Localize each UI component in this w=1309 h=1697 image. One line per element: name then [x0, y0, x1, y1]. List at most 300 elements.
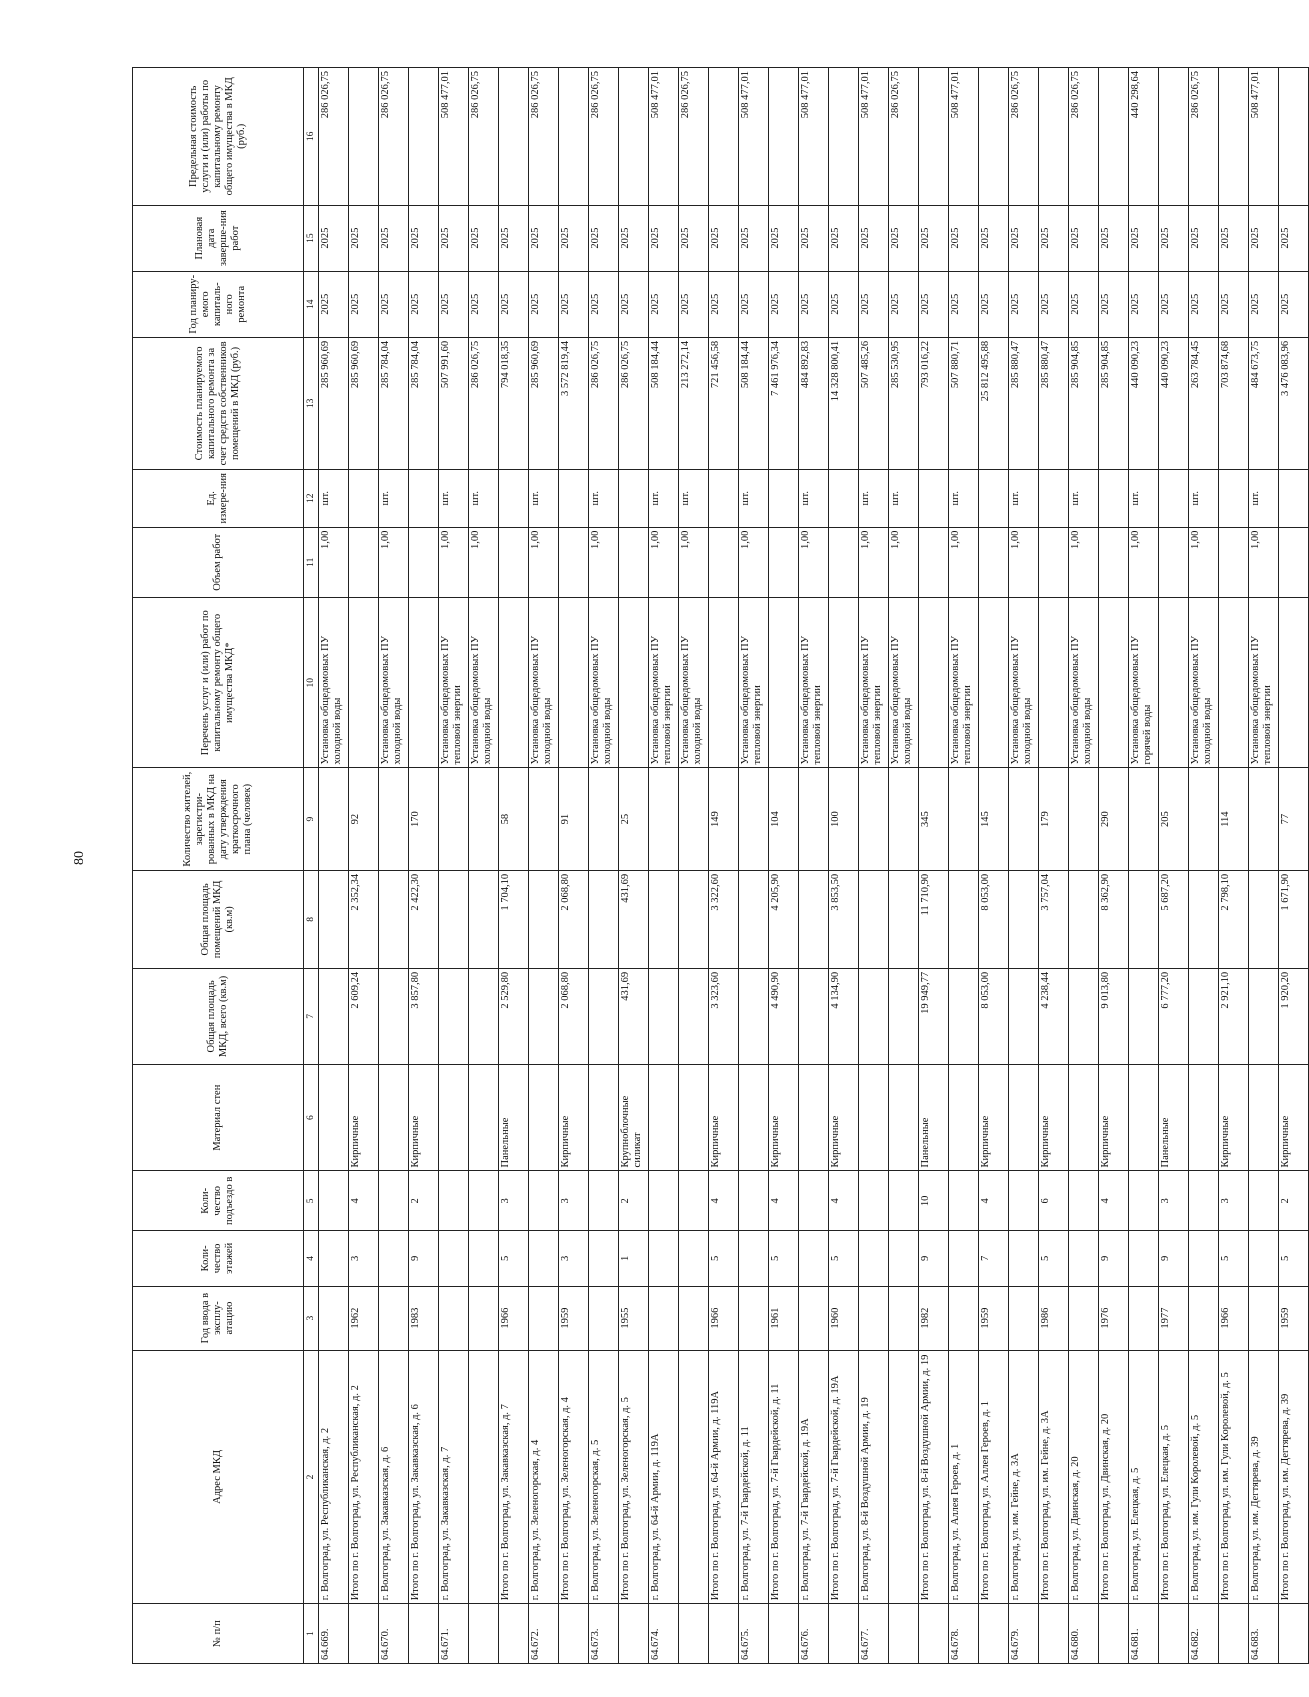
table-cell: [709, 597, 739, 768]
table-cell: 1,00: [379, 527, 409, 597]
table-cell: [469, 1286, 499, 1350]
table-cell: [379, 1286, 409, 1350]
table-cell: 286 026,75: [1009, 68, 1039, 206]
table-cell: 4: [349, 1171, 379, 1231]
table-row: [679, 68, 709, 1664]
table-cell: [1069, 870, 1099, 968]
table-cell: 2025: [439, 205, 469, 271]
table-cell: Итого по г. Волгоград, ул. Зеленогорская, д. 4: [559, 1350, 589, 1604]
table-cell: 285 880,47: [1039, 337, 1069, 469]
table-cell: [379, 1231, 409, 1286]
table-cell: 286 026,75: [319, 68, 349, 206]
table-cell: 10: [919, 1171, 949, 1231]
column-header: Стоимость планируемого капитального ремонта за счет средств собственников помещений в МКД (руб.): [133, 337, 304, 469]
table-cell: [859, 968, 889, 1064]
table-cell: Кирпичные: [409, 1064, 439, 1171]
table-cell: 507 880,71: [949, 337, 979, 469]
table-cell: [1009, 1064, 1039, 1171]
table-cell: [1009, 1286, 1039, 1350]
table-cell: Кирпичные: [1279, 1064, 1309, 1171]
table-cell: 14 328 800,41: [829, 337, 859, 469]
table-cell: 64.676.: [799, 1604, 829, 1664]
table-cell: шт.: [439, 470, 469, 528]
table-cell: 3: [349, 1231, 379, 1286]
table-cell: [409, 597, 439, 768]
table-cell: [529, 768, 559, 870]
table-cell: 9: [919, 1231, 949, 1286]
table-cell: [919, 68, 949, 206]
table-cell: Итого по г. Волгоград, ул. Зеленогорская, д. 5: [619, 1350, 649, 1604]
table-cell: 2025: [769, 271, 799, 337]
table-cell: 286 026,75: [469, 68, 499, 206]
table-cell: 2 921,10: [1219, 968, 1249, 1064]
column-header: Коли-чество этажей: [133, 1231, 304, 1286]
table-cell: 2025: [829, 271, 859, 337]
table-cell: [1249, 1064, 1279, 1171]
table-cell: шт.: [739, 470, 769, 528]
column-number-row: [304, 68, 319, 1664]
table-cell: [1159, 597, 1189, 768]
table-cell: [409, 68, 439, 206]
table-cell: [349, 470, 379, 528]
table-cell: [379, 870, 409, 968]
table-cell: г. Волгоград, ул. им. Гули Королевой, д. 5: [1189, 1350, 1219, 1604]
table-cell: 2025: [379, 205, 409, 271]
table-cell: [1219, 68, 1249, 206]
table-cell: 2025: [319, 271, 349, 337]
table-cell: 9 013,80: [1099, 968, 1129, 1064]
table-cell: 1,00: [799, 527, 829, 597]
table-cell: [1129, 870, 1159, 968]
table-cell: Кирпичные: [979, 1064, 1009, 1171]
table-cell: 2025: [379, 271, 409, 337]
table-cell: 1983: [409, 1286, 439, 1350]
table-row: [439, 68, 469, 1664]
table-cell: 508 477,01: [649, 68, 679, 206]
table-cell: 2025: [409, 205, 439, 271]
table-cell: 508 184,44: [649, 337, 679, 469]
table-cell: [649, 1171, 679, 1231]
table-cell: [1279, 527, 1309, 597]
table-cell: 5: [709, 1231, 739, 1286]
table-cell: Установка общедомовых ПУ холодной воды: [379, 597, 409, 768]
table-cell: г. Волгоград, ул. Закавказская, д. 6: [379, 1350, 409, 1604]
table-cell: [859, 768, 889, 870]
table-cell: 1,00: [1249, 527, 1279, 597]
table-cell: [1039, 527, 1069, 597]
table-cell: [769, 527, 799, 597]
table-cell: 8 053,00: [979, 870, 1009, 968]
table-row: [529, 68, 559, 1664]
table-cell: [919, 1604, 949, 1664]
table-cell: 285 530,95: [889, 337, 919, 469]
table-cell: [349, 68, 379, 206]
table-row: [769, 68, 799, 1664]
column-number: 11: [304, 527, 319, 597]
column-number: 9: [304, 768, 319, 870]
table-cell: шт.: [1249, 470, 1279, 528]
table-cell: [1039, 470, 1069, 528]
table-cell: [1069, 1286, 1099, 1350]
table-cell: шт.: [1069, 470, 1099, 528]
table-cell: 2025: [679, 271, 709, 337]
table-cell: 1,00: [739, 527, 769, 597]
table-cell: Итого по г. Волгоград, ул. им. Дегтярева, д. 39: [1279, 1350, 1309, 1604]
table-cell: 2: [1279, 1171, 1309, 1231]
table-cell: 64.674.: [649, 1604, 679, 1664]
table-row: [1069, 68, 1099, 1664]
table-cell: 77: [1279, 768, 1309, 870]
table-cell: 5: [1279, 1231, 1309, 1286]
table-cell: [589, 768, 619, 870]
table-cell: [1219, 470, 1249, 528]
table-cell: 721 456,58: [709, 337, 739, 469]
table-cell: [439, 1286, 469, 1350]
table-body: [319, 68, 1309, 1664]
table-cell: [559, 68, 589, 206]
table-cell: 4 134,90: [829, 968, 859, 1064]
table-cell: 1966: [499, 1286, 529, 1350]
table-cell: 64.673.: [589, 1604, 619, 1664]
table-cell: 1960: [829, 1286, 859, 1350]
table-cell: 286 026,75: [889, 68, 919, 206]
table-cell: [949, 1171, 979, 1231]
table-cell: 286 026,75: [1189, 68, 1219, 206]
table-cell: [379, 1171, 409, 1231]
table-cell: 2025: [529, 271, 559, 337]
table-row: [349, 68, 379, 1664]
table-cell: [739, 1286, 769, 1350]
table-cell: [799, 1171, 829, 1231]
table-cell: 508 477,01: [439, 68, 469, 206]
table-cell: [559, 470, 589, 528]
table-cell: шт.: [469, 470, 499, 528]
table-cell: [799, 1064, 829, 1171]
table-cell: [829, 527, 859, 597]
table-cell: [1189, 1064, 1219, 1171]
table-cell: [529, 1286, 559, 1350]
table-cell: шт.: [949, 470, 979, 528]
table-cell: Панельные: [919, 1064, 949, 1171]
table-cell: [1159, 1604, 1189, 1664]
table-cell: 507 485,26: [859, 337, 889, 469]
table-cell: 2025: [1009, 271, 1039, 337]
column-header: Предельная стоимость услуги и (или) работы по капитальному ремонту общего имущества в МКД (руб.): [133, 68, 304, 206]
column-header: Год ввода в эксплу-атацию: [133, 1286, 304, 1350]
table-cell: [559, 527, 589, 597]
table-cell: [1099, 597, 1129, 768]
table-cell: [1009, 1171, 1039, 1231]
table-row: [859, 68, 889, 1664]
table-cell: [679, 1350, 709, 1604]
table-row: [649, 68, 679, 1664]
table-cell: 92: [349, 768, 379, 870]
table-row: [949, 68, 979, 1664]
table-cell: 205: [1159, 768, 1189, 870]
table-cell: 6 777,20: [1159, 968, 1189, 1064]
table-row: [709, 68, 739, 1664]
table-cell: Установка общедомовых ПУ тепловой энергии: [1249, 597, 1279, 768]
table-cell: 1,00: [1129, 527, 1159, 597]
table-cell: 286 026,75: [589, 337, 619, 469]
table-cell: [1039, 597, 1069, 768]
table-cell: 508 477,01: [799, 68, 829, 206]
table-row: [1189, 68, 1219, 1664]
table-cell: [979, 597, 1009, 768]
table-cell: 2025: [589, 205, 619, 271]
table-cell: 286 026,75: [1069, 68, 1099, 206]
table-cell: 2025: [949, 271, 979, 337]
table-cell: 286 026,75: [469, 337, 499, 469]
rotated-table-wrapper: [132, 67, 1291, 1664]
table-cell: 2025: [349, 205, 379, 271]
table-cell: [529, 870, 559, 968]
table-cell: [1249, 768, 1279, 870]
table-cell: 1,00: [859, 527, 889, 597]
table-cell: шт.: [649, 470, 679, 528]
table-cell: 2025: [1279, 205, 1309, 271]
table-cell: Установка общедомовых ПУ тепловой энергии: [739, 597, 769, 768]
table-cell: Итого по г. Волгоград, ул. Двинская, д. 20: [1099, 1350, 1129, 1604]
table-cell: 170: [409, 768, 439, 870]
table-cell: 2025: [919, 271, 949, 337]
table-cell: 1982: [919, 1286, 949, 1350]
column-header: Количество жителей, зарегистри-рованных в МКД на дату утверждения краткосрочного плана (человек): [133, 768, 304, 870]
table-cell: 431,69: [619, 870, 649, 968]
table-cell: 484 673,75: [1249, 337, 1279, 469]
table-row: [799, 68, 829, 1664]
table-cell: г. Волгоград, ул. Республиканская, д. 2: [319, 1350, 349, 1604]
table-cell: г. Волгоград, ул. Елецкая, д. 5: [1129, 1350, 1159, 1604]
table-cell: Итого по г. Волгоград, ул. 7-й Гвардейской, д. 19А: [829, 1350, 859, 1604]
table-cell: [799, 1231, 829, 1286]
table-cell: [919, 470, 949, 528]
table-cell: [919, 597, 949, 768]
table-cell: 2025: [1099, 205, 1129, 271]
table-cell: 2025: [709, 271, 739, 337]
table-cell: [1189, 968, 1219, 1064]
table-cell: 2025: [1189, 205, 1219, 271]
table-cell: 2 068,80: [559, 968, 589, 1064]
table-cell: 285 784,04: [379, 337, 409, 469]
table-cell: 484 892,83: [799, 337, 829, 469]
table-cell: 25: [619, 768, 649, 870]
table-cell: г. Волгоград, ул. 64-й Армии, д. 119А: [649, 1350, 679, 1604]
table-cell: 285 960,69: [529, 337, 559, 469]
table-cell: г. Волгоград, ул. им. Гейне, д. 3А: [1009, 1350, 1039, 1604]
table-cell: Установка общедомовых ПУ тепловой энергии: [799, 597, 829, 768]
table-cell: 2025: [1279, 271, 1309, 337]
table-cell: [349, 597, 379, 768]
table-cell: 2 068,80: [559, 870, 589, 968]
header-row: [133, 68, 304, 1664]
table-cell: [1099, 470, 1129, 528]
table-cell: 2025: [1039, 205, 1069, 271]
table-cell: г. Волгоград, ул. 7-й Гвардейской, д. 19А: [799, 1350, 829, 1604]
table-cell: 2025: [349, 271, 379, 337]
table-row: [1039, 68, 1069, 1664]
table-cell: 64.679.: [1009, 1604, 1039, 1664]
table-cell: [859, 870, 889, 968]
table-cell: 1976: [1099, 1286, 1129, 1350]
table-cell: [1189, 768, 1219, 870]
table-cell: Кирпичные: [829, 1064, 859, 1171]
table-cell: 2025: [499, 271, 529, 337]
table-cell: 58: [499, 768, 529, 870]
table-cell: шт.: [319, 470, 349, 528]
table-cell: 2 352,34: [349, 870, 379, 968]
table-cell: [829, 68, 859, 206]
table-cell: Установка общедомовых ПУ холодной воды: [889, 597, 919, 768]
table-cell: 104: [769, 768, 799, 870]
table-cell: Итого по г. Волгоград, ул. 8-й Воздушной Армии, д. 19: [919, 1350, 949, 1604]
table-cell: 64.682.: [1189, 1604, 1219, 1664]
table-cell: [649, 870, 679, 968]
column-header: Коли-чество подъездо в: [133, 1171, 304, 1231]
column-number: 16: [304, 68, 319, 206]
table-cell: [1099, 1604, 1129, 1664]
table-cell: 2 609,24: [349, 968, 379, 1064]
table-cell: [1069, 768, 1099, 870]
table-cell: шт.: [379, 470, 409, 528]
table-cell: [469, 870, 499, 968]
table-cell: 3: [559, 1171, 589, 1231]
table-cell: [829, 470, 859, 528]
table-cell: 1,00: [1189, 527, 1219, 597]
table-cell: [889, 1231, 919, 1286]
column-header: Объем работ: [133, 527, 304, 597]
table-cell: Установка общедомовых ПУ тепловой энергии: [439, 597, 469, 768]
table-cell: [1129, 768, 1159, 870]
column-number: 8: [304, 870, 319, 968]
table-cell: 91: [559, 768, 589, 870]
table-cell: [589, 870, 619, 968]
table-cell: [499, 1604, 529, 1664]
table-cell: 4: [979, 1171, 1009, 1231]
table-cell: [769, 597, 799, 768]
table-cell: [1189, 1231, 1219, 1286]
table-cell: Установка общедомовых ПУ холодной воды: [1009, 597, 1039, 768]
table-cell: 2025: [1189, 271, 1219, 337]
table-cell: [739, 870, 769, 968]
column-header: Ед. измере-ния: [133, 470, 304, 528]
table-cell: Крупноблочные силикат: [619, 1064, 649, 1171]
table-cell: Итого по г. Волгоград, ул. Елецкая, д. 5: [1159, 1350, 1189, 1604]
table-cell: 4 205,90: [769, 870, 799, 968]
table-cell: Установка общедомовых ПУ холодной воды: [529, 597, 559, 768]
table-cell: [1129, 1064, 1159, 1171]
table-cell: [979, 470, 1009, 528]
table-cell: [589, 1171, 619, 1231]
table-cell: 2025: [559, 271, 589, 337]
column-header: Год планиру-емого капиталь-ного ремонта: [133, 271, 304, 337]
table-cell: 5: [499, 1231, 529, 1286]
table-cell: 2025: [949, 205, 979, 271]
table-cell: [919, 527, 949, 597]
table-cell: 285 960,69: [319, 337, 349, 469]
table-cell: [469, 1231, 499, 1286]
table-cell: 3 857,80: [409, 968, 439, 1064]
table-row: [1219, 68, 1249, 1664]
column-number: 15: [304, 205, 319, 271]
table-cell: [709, 68, 739, 206]
table-row: [619, 68, 649, 1664]
table-cell: [949, 1231, 979, 1286]
table-cell: [499, 527, 529, 597]
table-cell: Кирпичные: [1099, 1064, 1129, 1171]
table-cell: 3 322,60: [709, 870, 739, 968]
table-cell: [439, 1064, 469, 1171]
table-cell: 145: [979, 768, 1009, 870]
table-cell: [889, 1171, 919, 1231]
table-cell: 2025: [859, 271, 889, 337]
table-cell: [1159, 527, 1189, 597]
table-cell: [889, 1604, 919, 1664]
table-cell: 2025: [559, 205, 589, 271]
table-cell: 285 904,85: [1069, 337, 1099, 469]
column-number: 12: [304, 470, 319, 528]
table-cell: [1129, 968, 1159, 1064]
table-cell: [619, 597, 649, 768]
table-cell: [499, 597, 529, 768]
table-cell: 1 671,90: [1279, 870, 1309, 968]
table-cell: [1069, 1064, 1099, 1171]
table-cell: 703 874,68: [1219, 337, 1249, 469]
table-cell: 2025: [859, 205, 889, 271]
table-cell: [1069, 968, 1099, 1064]
table-cell: 4: [709, 1171, 739, 1231]
table-cell: 1955: [619, 1286, 649, 1350]
table-cell: 4: [1099, 1171, 1129, 1231]
table-cell: 1961: [769, 1286, 799, 1350]
table-cell: [319, 1286, 349, 1350]
table-cell: 2025: [529, 205, 559, 271]
table-cell: [1219, 527, 1249, 597]
table-cell: 2025: [589, 271, 619, 337]
table-row: [1129, 68, 1159, 1664]
table-cell: [469, 1171, 499, 1231]
table-cell: [1009, 1231, 1039, 1286]
table-cell: 64.678.: [949, 1604, 979, 1664]
table-cell: Итого по г. Волгоград, ул. им. Гули Королевой, д. 5: [1219, 1350, 1249, 1604]
table-cell: 1959: [559, 1286, 589, 1350]
column-header: Материал стен: [133, 1064, 304, 1171]
table-cell: [1219, 1604, 1249, 1664]
table-cell: [589, 1231, 619, 1286]
table-cell: 2025: [1039, 271, 1069, 337]
table-cell: г. Волгоград, ул. Двинская, д. 20: [1069, 1350, 1099, 1604]
table-cell: шт.: [529, 470, 559, 528]
table-cell: 2025: [799, 205, 829, 271]
table-cell: Итого по г. Волгоград, ул. Республиканская, д. 2: [349, 1350, 379, 1604]
table-cell: 64.683.: [1249, 1604, 1279, 1664]
table-cell: шт.: [859, 470, 889, 528]
table-cell: 5: [1039, 1231, 1069, 1286]
column-number: 7: [304, 968, 319, 1064]
table-cell: 2025: [769, 205, 799, 271]
table-cell: 507 991,60: [439, 337, 469, 469]
table-row: [559, 68, 589, 1664]
table-cell: [859, 1231, 889, 1286]
table-cell: 3: [1219, 1171, 1249, 1231]
table-cell: [319, 1171, 349, 1231]
table-cell: [589, 968, 619, 1064]
table-cell: 1959: [1279, 1286, 1309, 1350]
table-cell: 2025: [649, 271, 679, 337]
table-cell: 1977: [1159, 1286, 1189, 1350]
table-cell: 3: [499, 1171, 529, 1231]
table-cell: 2025: [1249, 271, 1279, 337]
